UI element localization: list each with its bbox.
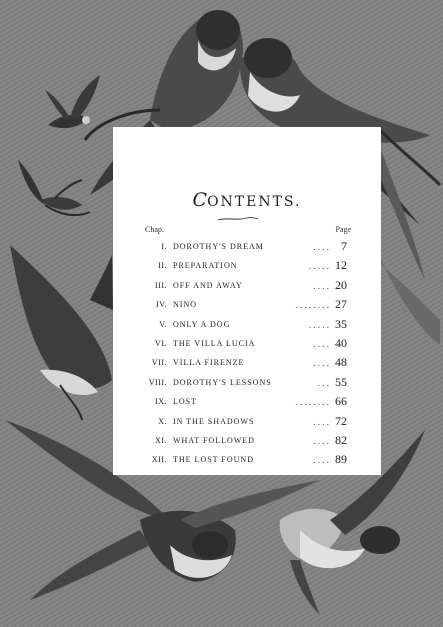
- toc-entry[interactable]: [113, 413, 381, 432]
- chapter-number: III.: [155, 280, 167, 290]
- chapter-number: X.: [158, 416, 167, 426]
- chapter-page: 82: [335, 432, 347, 447]
- chapter-page: 40: [335, 335, 347, 350]
- toc-entry[interactable]: [113, 238, 381, 257]
- chapter-page: 12: [335, 258, 347, 273]
- leader-dots: . . . . .: [308, 261, 329, 272]
- toc-entry[interactable]: [113, 374, 381, 393]
- chapter-number: I.: [161, 242, 167, 251]
- toc-entry[interactable]: [113, 277, 381, 296]
- chapter-number: VI.: [155, 338, 167, 348]
- chapter-title: DOROTHY'S LESSONS: [173, 377, 272, 387]
- toc-entry[interactable]: [113, 432, 381, 451]
- chapter-title: IN THE SHADOWS: [173, 416, 255, 426]
- page-header: Page: [335, 225, 351, 234]
- leader-dots: . . . . .: [308, 319, 329, 330]
- leader-dots: . . . .: [313, 338, 329, 349]
- toc-entry[interactable]: [113, 316, 381, 335]
- chapter-title: OFF AND AWAY: [173, 280, 243, 290]
- leader-dots: . . . .: [313, 358, 329, 369]
- chapter-page: 35: [335, 316, 347, 331]
- chapter-title: THE LOST FOUND: [173, 455, 254, 465]
- toc-entry[interactable]: [113, 335, 381, 354]
- toc-entry[interactable]: [113, 451, 381, 470]
- leader-dots: . . . . . . . .: [295, 397, 329, 408]
- toc-entry[interactable]: [113, 296, 381, 315]
- chapter-number: IV.: [156, 300, 167, 310]
- chapter-title: DOROTHY'S DREAM: [173, 242, 264, 251]
- chapter-number: V.: [159, 319, 167, 329]
- contents-card: [113, 127, 381, 475]
- chapter-title: LOST: [173, 397, 197, 407]
- toc-entry[interactable]: [113, 393, 381, 412]
- leader-dots: . . . .: [313, 280, 329, 291]
- chapter-page: 55: [335, 374, 347, 389]
- chapter-title: ONLY A DOG: [173, 319, 231, 329]
- chapter-title: VILLA FIRENZE: [173, 358, 245, 368]
- chapter-number: VII.: [151, 358, 167, 368]
- chapter-page: 66: [335, 394, 347, 409]
- chap-header: Chap.: [145, 225, 164, 234]
- chapter-page: 48: [335, 355, 347, 370]
- leader-dots: . . . .: [313, 242, 329, 252]
- leader-dots: . . . .: [313, 416, 329, 427]
- chapter-page: 20: [335, 277, 347, 292]
- chapter-page: 7: [341, 239, 347, 253]
- chapter-title: NINO: [173, 300, 197, 310]
- chapter-number: VIII.: [148, 377, 167, 387]
- chapter-number: XII.: [151, 455, 167, 465]
- leader-dots: . . .: [317, 377, 329, 388]
- toc-entry[interactable]: [113, 257, 381, 276]
- toc-entry[interactable]: [113, 354, 381, 373]
- chapter-title: WHAT FOLLOWED: [173, 435, 255, 445]
- leader-dots: . . . .: [313, 435, 329, 446]
- contents-title: [113, 189, 381, 211]
- chapter-title: PREPARATION: [173, 261, 238, 271]
- ornament-rule: [217, 215, 259, 223]
- chapter-number: XI.: [155, 435, 167, 445]
- title-rest: ONTENTS.: [207, 194, 302, 210]
- chapter-page: 27: [335, 297, 347, 312]
- chapter-page: 89: [335, 452, 347, 467]
- title-initial: C: [192, 189, 208, 211]
- chapter-page: 72: [335, 413, 347, 428]
- leader-dots: . . . . . . . .: [295, 300, 329, 311]
- contents-list: [113, 238, 381, 471]
- chapter-title: THE VILLA LUCIA: [173, 338, 256, 348]
- leader-dots: . . . .: [313, 455, 329, 466]
- chapter-number: II.: [158, 261, 167, 271]
- chapter-number: IX.: [155, 397, 167, 407]
